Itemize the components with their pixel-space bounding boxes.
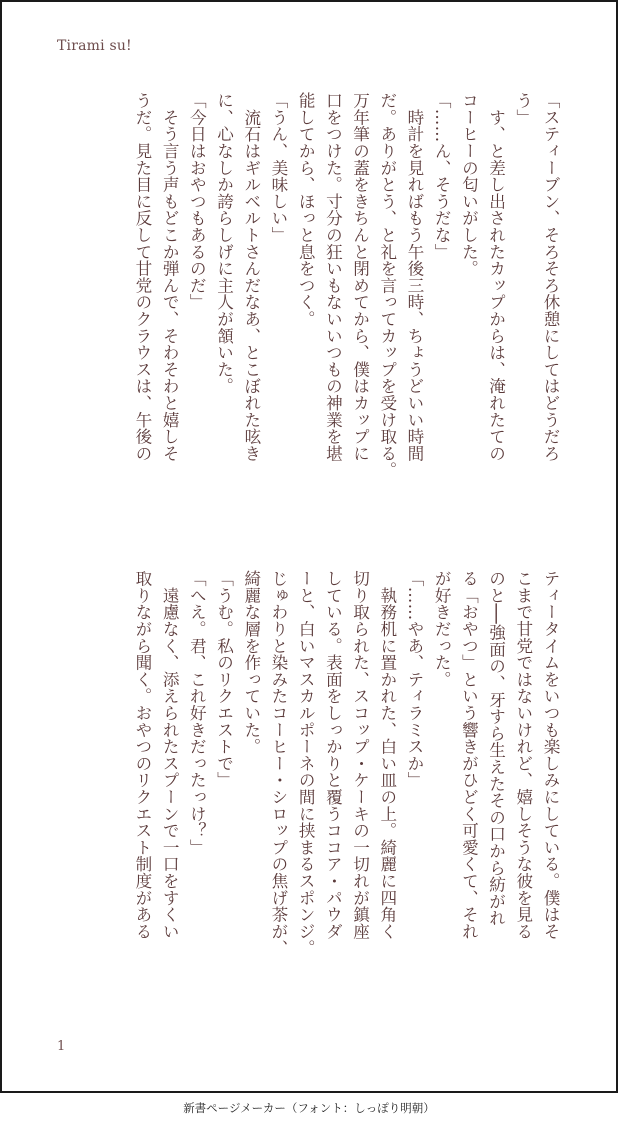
text-line: る「おやつ」という響きがひどく可愛くて、それ [459,570,479,940]
text-line: 切り取られた、スコップ・ケーキの一切れが鎮座 [350,570,370,940]
text-line: 綺麗な層を作っていた。 [241,570,261,755]
text-block-upper [54,92,564,532]
text-line: ーと、白いマスカルポーネの間に挟まるスポンジ。 [296,570,316,957]
text-line: 流石はギルベルトさんだなあ、とこぼれた呟き [241,92,261,462]
page-header-title: Tirami su! [57,38,132,54]
text-line: 執務机に置かれた、白い皿の上。綺麗に四角く [377,570,397,940]
text-line: 「うむ。私のリクエストで」 [214,570,234,789]
text-line: 「スティーブン、そろそろ休憩にしてはどうだろ [541,92,560,462]
text-line: 時計を見ればもう午後三時、ちょうどいい時間 [404,92,424,462]
text-line: 「……ん、そうだな」 [432,92,452,260]
text-line: 口をつけた。寸分の狂いもないいつもの神業を堪 [323,92,343,462]
text-line: 「へえ。君、これ好きだったっけ？」 [187,570,207,856]
text-line: 能してから、ほっと息をつく。 [296,92,316,328]
text-line: そう言う声もどこか弾んで、そわそわと嬉しそ [160,92,180,462]
text-block-lower [54,570,564,1010]
text-line: が好きだった。 [432,570,452,688]
text-line: に、心なしか誇らしげに主人が頷いた。 [214,92,234,395]
text-line: コーヒーの匂いがした。 [459,92,479,277]
text-line: こまで甘党ではないけれど、嬉しそうな彼を見る [513,570,533,940]
text-line: のと──強面の、牙すら生えたその口から紡がれ [486,570,506,927]
text-line: 「……やあ、ティラミスか」 [404,570,424,789]
text-line: 遠慮なく、添えられたスプーンで一口をすくい [160,570,180,940]
page-number: 1 [57,1039,66,1054]
text-line: だ。ありがとう、と礼を言ってカップを受け取る。 [377,92,397,479]
generator-caption: 新書ページメーカー（フォント：しっぽり明朝） [183,1101,435,1115]
text-line: 万年筆の蓋をきちんと閉めてから、僕はカップに [350,92,370,462]
text-line: す、と差し出されたカップからは、淹れたての [486,92,506,462]
text-line: じゅわりと染みたコーヒー・シロップの焦げ茶が、 [268,570,288,957]
text-line: う」 [513,92,533,126]
text-line: ティータイムをいつも楽しみにしている。僕はそ [541,570,560,940]
text-line: 「今日はおやつもあるのだ」 [187,92,207,311]
text-line: 「うん、美味しい」 [268,92,288,244]
text-line: うだ。見た目に反して甘党のクラウスは、午後の [132,92,152,462]
text-line: している。表面をしっかりと覆うココア・パウダ [323,570,343,940]
text-line: 取りながら聞く。おやつのリクエスト制度がある [132,570,152,940]
